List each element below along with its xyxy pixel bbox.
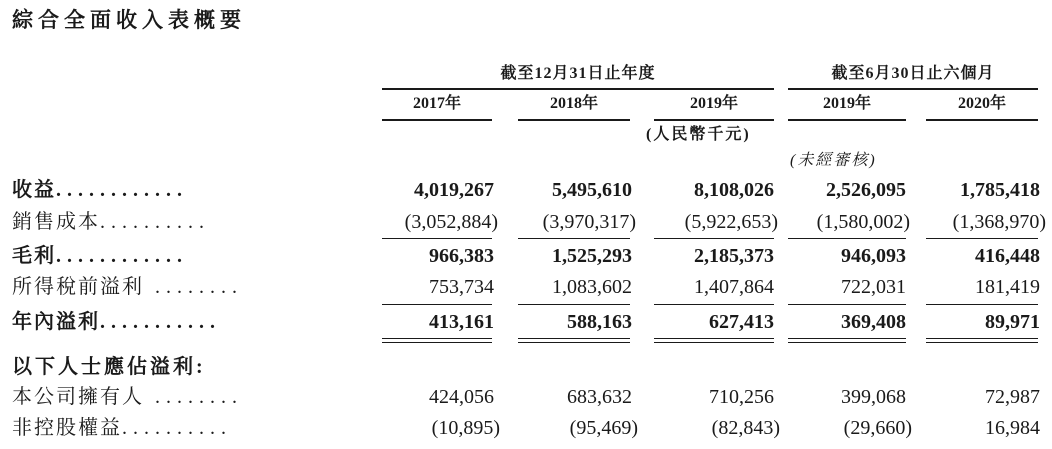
row-label: 收益............ xyxy=(12,179,188,201)
group-header-year-end: 截至12月31日止年度 xyxy=(500,65,656,82)
cell-value: (3,970,317) xyxy=(542,211,636,233)
table-row xyxy=(0,307,1052,337)
group-rule-six-months xyxy=(788,88,1038,90)
cell-value: 753,734 xyxy=(429,276,494,298)
page-title: 綜合全面收入表概要 xyxy=(12,8,246,32)
subtotal-rule xyxy=(382,304,492,305)
cell-value: (95,469) xyxy=(569,417,638,439)
subtotal-rule xyxy=(788,304,906,305)
total-double-rule xyxy=(788,338,906,343)
row-label: 銷售成本.......... xyxy=(12,211,210,233)
cell-value: 2,526,095 xyxy=(826,179,906,201)
cell-value: 722,031 xyxy=(841,276,906,298)
subtotal-rule xyxy=(518,238,630,239)
cell-value: 399,068 xyxy=(841,386,906,408)
total-double-rule xyxy=(518,338,630,343)
cell-value: 413,161 xyxy=(429,311,494,333)
cell-value: 588,163 xyxy=(567,311,632,333)
cell-value: 89,971 xyxy=(985,311,1040,333)
year-header: 2017年 xyxy=(412,95,461,112)
table-row xyxy=(0,175,1052,205)
subtotal-rule xyxy=(788,238,906,239)
cell-value: (10,895) xyxy=(431,417,500,439)
cell-value: (3,052,884) xyxy=(404,211,498,233)
row-label: 本公司擁有人 ........ xyxy=(12,386,243,408)
cell-value: 710,256 xyxy=(709,386,774,408)
year-underline xyxy=(382,119,492,121)
table-row xyxy=(0,241,1052,271)
cell-value: 8,108,026 xyxy=(694,179,774,201)
year-underline xyxy=(926,119,1038,121)
year-underline xyxy=(518,119,630,121)
cell-value: (1,368,970) xyxy=(952,211,1046,233)
cell-value: 1,407,864 xyxy=(694,276,774,298)
subtotal-rule xyxy=(654,304,774,305)
cell-value: 683,632 xyxy=(567,386,632,408)
row-label: 年內溢利........... xyxy=(12,311,221,333)
cell-value: (5,922,653) xyxy=(684,211,778,233)
subtotal-rule xyxy=(382,238,492,239)
year-header: 2019年 xyxy=(822,95,871,112)
cell-value: 1,083,602 xyxy=(552,276,632,298)
year-header: 2020年 xyxy=(957,95,1006,112)
table-row xyxy=(0,382,1052,412)
subtotal-rule xyxy=(654,238,774,239)
row-label: 毛利............ xyxy=(12,245,188,267)
year-header: 2018年 xyxy=(549,95,598,112)
total-double-rule xyxy=(926,338,1038,343)
table-row xyxy=(0,272,1052,302)
row-label: 所得稅前溢利 ........ xyxy=(12,276,243,298)
row-label: 非控股權益.......... xyxy=(12,417,232,439)
cell-value: 72,987 xyxy=(985,386,1040,408)
cell-value: 2,185,373 xyxy=(694,245,774,267)
cell-value: 4,019,267 xyxy=(414,179,494,201)
year-header: 2019年 xyxy=(689,95,738,112)
cell-value: 16,984 xyxy=(985,417,1040,439)
section-heading: 以下人士應佔溢利: xyxy=(12,356,206,378)
table-row xyxy=(0,207,1052,237)
cell-value: 5,495,610 xyxy=(552,179,632,201)
cell-value: 369,408 xyxy=(841,311,906,333)
cell-value: 416,448 xyxy=(975,245,1040,267)
table-row xyxy=(0,413,1052,443)
cell-value: (29,660) xyxy=(843,417,912,439)
cell-value: (1,580,002) xyxy=(816,211,910,233)
subtotal-rule xyxy=(926,238,1038,239)
cell-value: 627,413 xyxy=(709,311,774,333)
unaudited-label: (未經審核) xyxy=(790,152,877,169)
cell-value: 424,056 xyxy=(429,386,494,408)
year-underline xyxy=(788,119,906,121)
total-double-rule xyxy=(654,338,774,343)
cell-value: 966,383 xyxy=(429,245,494,267)
group-header-six-months: 截至6月30日止六個月 xyxy=(831,65,995,82)
cell-value: 181,419 xyxy=(975,276,1040,298)
subtotal-rule xyxy=(926,304,1038,305)
cell-value: 1,525,293 xyxy=(552,245,632,267)
subtotal-rule xyxy=(518,304,630,305)
unit-label: (人民幣千元) xyxy=(646,126,751,143)
cell-value: 946,093 xyxy=(841,245,906,267)
year-underline xyxy=(654,119,774,121)
total-double-rule xyxy=(382,338,492,343)
cell-value: 1,785,418 xyxy=(960,179,1040,201)
cell-value: (82,843) xyxy=(711,417,780,439)
group-rule-year-end xyxy=(382,88,774,90)
